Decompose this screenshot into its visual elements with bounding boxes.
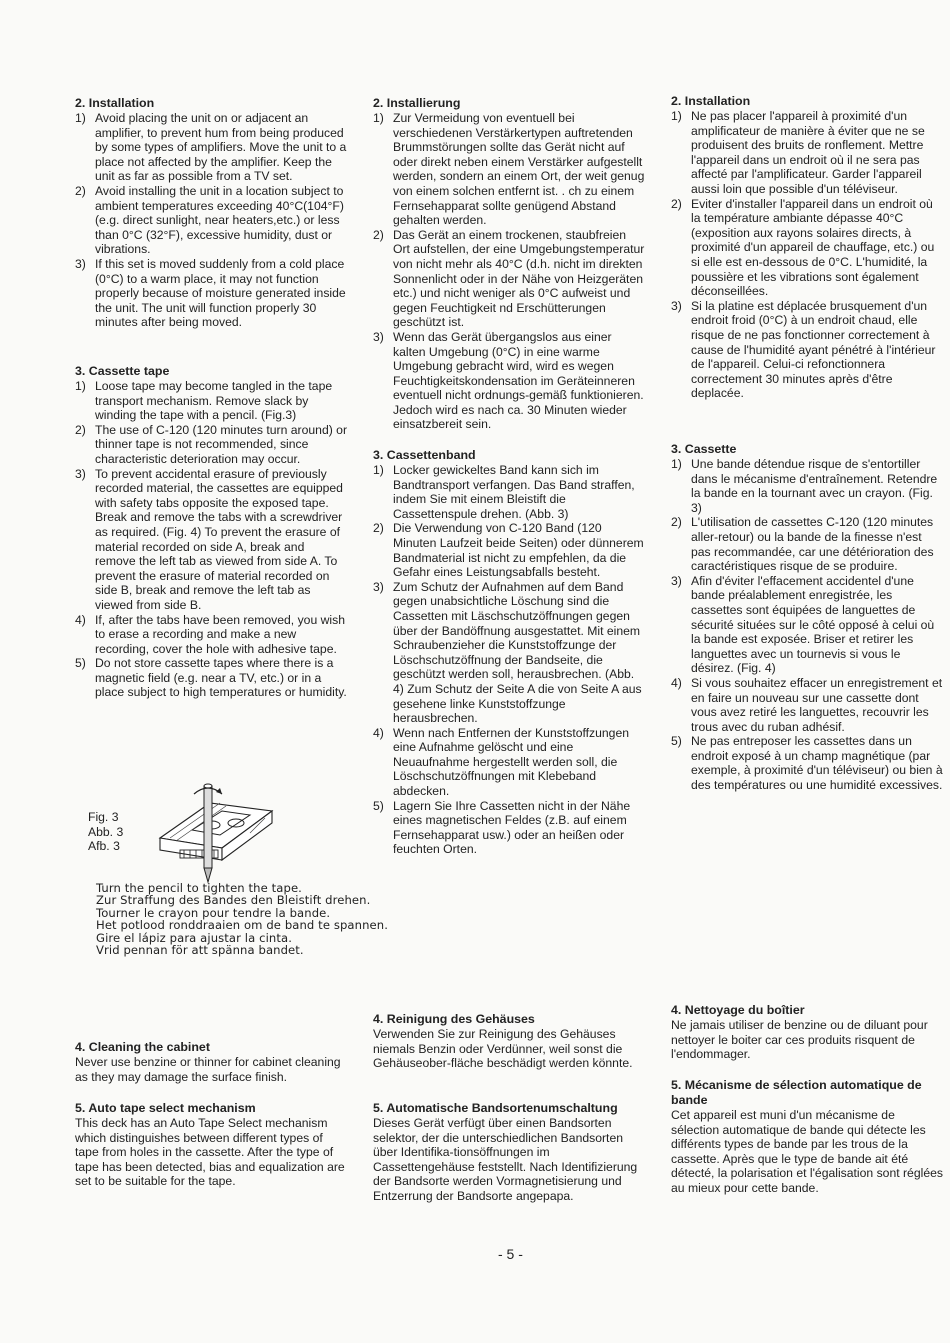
list-item: 3) Afin d'éviter l'effacement accidentel d'une bande préalablement enregistrée, les cassettes sont équipées de languettes de sécurité situées sur le côté opposé à celui où la bande est exposée. Briser et retirer les languettes avec un tournevis si vous le désirez. (Fig. 4) <box>671 573 935 676</box>
list-item: 2) Das Gerät an einem trockenen, staubfreien Ort aufstellen, der eine Umgebungstemperatur von nicht mehr als 40°C (d.h. nicht im direkten Sonnenlicht oder in der Nähe von Heizgeräten etc.) und nicht weniger als 0°C aufweist und gegen Feuchtigkeit nd Erschütterungen geschützt ist. <box>373 227 645 330</box>
en-cleaning-text: Never use benzine or thinner for cabinet cleaning as they may damage the surface finish. <box>75 1055 341 1084</box>
de-cleaning-text: Verwenden Sie zur Reinigung des Gehäuses niemals Benzin oder Verdünner, weil sonst die Gehäuseober-fläche beschädigt werden könnte. <box>373 1027 633 1071</box>
fr-auto-text: Cet appareil est muni d'un mécanisme de sélection automatique de bande qui détecte les différents types de bande par les trous de la cassette. Après que le type de bande ait été détecté, la polarisation et l'égalisation sont réglées au mieux pour cette bande. <box>671 1108 943 1195</box>
de-auto-section <box>373 1101 645 1204</box>
fr-cleaning-text: Ne jamais utiliser de benzine ou de diluant pour nettoyer le boiter car ces produits risquent de l'endommager. <box>671 1018 928 1062</box>
list-item: 1) Zur Vermeidung von eventuell bei verschiedenen Verstärkertypen auftretenden Brummstörungen sollte das Gerät nicht auf oder direkt neben einem Verstärker aufgestellt werden, sondern an einem Ort, der weit genug von einem solchen entfernt ist. . ch zu einem Fernsehapparat sollte genügend Abstand gehalten werden. <box>373 111 645 228</box>
fr-installation-list <box>671 109 944 401</box>
de-auto-text: Dieses Gerät verfügt über einen Bandsorten selektor, der die unterschiedlichen Bandsorten über Identifika-tionsöffnungen im Cassettengehäuse feststellt. Nach Identifizierung der Bandsorte werden Vormagnetisierung und Entzerrung der Bandsorte angepapa. <box>373 1116 638 1203</box>
list-item: 3) Zum Schutz der Aufnahmen auf dem Band gegen unabsichtliche Löschung sind die Cassetten mit Läschschutzöffnungen gegen über der Bandöffnung ausgestattet. Mit einem Schraubenzieher die Kunststoffzunge der Löschschutzöffnung der Bandseite, die geschützt werden soll, herausbrechen. (Abb. 4) Zum Schutz der Seite A die von Seite A aus gesehene linke Kunststoffzunge herausbrechen. <box>373 579 642 726</box>
page-number: - 5 - <box>498 1246 523 1262</box>
fr-cleaning-section <box>671 1003 944 1062</box>
fr-installation-heading: 2. Installation <box>671 94 751 108</box>
de-cassette-heading: 3. Cassettenband <box>373 448 476 462</box>
list-item: 1) Loose tape may become tangled in the tape transport mechanism. Remove slack by winding the tape with a pencil. (Fig.3) <box>75 379 333 423</box>
list-item: 2) L'utilisation de cassettes C-120 (120 minutes aller-retour) ou la bande de la finesse n'est pas recommandée, car une détérioration des caractéristiques risque de se produire. <box>671 515 934 574</box>
fr-auto-heading: 5. Mécanisme de sélection automatique de bande <box>671 1078 922 1107</box>
fr-cassette-list <box>671 457 944 793</box>
fr-cleaning-heading: 4. Nettoyage du boîtier <box>671 1003 805 1017</box>
en-auto-section <box>75 1101 347 1189</box>
list-item: 3) To prevent accidental erasure of previously recorded material, the cassettes are equipped with safety tabs opposite the exposed tape. Break and remove the tabs with a screwdriver as required. (Fig. 4) To prevent the erasure of material recorded on side A, break and remove the left tab as viewed from side A. To prevent the erasure of material recorded on side B, break and remove the left tab as viewed from side B. <box>75 466 343 612</box>
fr-cassette-section <box>671 442 944 793</box>
list-item: 4) Wenn nach Entfernen der Kunststoffzungen eine Aufnahme gelöscht und eine Neuaufnahme hergestellt werden soll, die Löschschutzöffnungen mit Klebeband abdecken. <box>373 725 630 799</box>
de-installation-list <box>373 111 645 432</box>
list-item: 5) Lagern Sie Ihre Cassetten nicht in der Nähe eines magnetischen Feldes (z.B. auf einem Fernsehapparat usw.) oder an heißen oder feuchten Orten. <box>373 798 631 857</box>
en-cassette-list <box>75 379 347 700</box>
de-cleaning-heading: 4. Reinigung des Gehäuses <box>373 1012 535 1026</box>
list-item: 1) Ne pas placer l'appareil à proximité d'un amplificateur de manière à éviter que ne se produisent des bruits de ronflement. Mettre l'appareil dans un endroit où il ne sera pas affecté par l'amplificateur. Garder l'appareil aussi loin que possible d'un téléviseur. <box>671 109 925 196</box>
list-item: 4) Si vous souhaitez effacer un enregistrement et en faire un nouveau sur une cassette dont vous avez retiré les languettes, recouvrir les trous avec du ruban adhésif. <box>671 675 943 734</box>
en-auto-text: This deck has an Auto Tape Select mechanism which distinguishes between different types of tape from holes in the cassette. After the type of tape has been detected, bias and equalization are set to be suitable for the tape. <box>75 1116 345 1189</box>
list-item: 2) The use of C-120 (120 minutes turn around) or thinner tape is not recommended, since characteristic deterioration may occur. <box>75 422 348 466</box>
de-auto-heading: 5. Automatische Bandsortenumschaltung <box>373 1101 618 1115</box>
en-auto-heading: 5. Auto tape select mechanism <box>75 1101 256 1115</box>
list-item: 1) Avoid placing the unit on or adjacent an amplifier, to prevent hum from being produced by some types of amplifiers. Move the unit to a place not affected by the amplifier. Keep the unit as far as possible from a TV set. <box>75 111 347 184</box>
fr-installation-section <box>671 94 944 401</box>
en-installation-section <box>75 96 347 330</box>
fr-cassette-heading: 3. Cassette <box>671 442 737 456</box>
figure-3-labels: Fig. 3 Abb. 3 Afb. 3 <box>88 810 124 854</box>
en-installation-list <box>75 111 347 330</box>
list-item: 5) Ne pas entreposer les cassettes dans un endroit exposé à un champ magnétique (par exemple, à proximité d'un téléviseur) ou bien à des températures ou une humidité excessives. <box>671 734 943 793</box>
de-installation-heading: 2. Installierung <box>373 96 461 110</box>
list-item: 1) Locker gewickeltes Band kann sich im Bandtransport verfangen. Das Band straffen, indem Sie mit einem Bleistift die Cassettenspule drehen. (Abb. 3) <box>373 463 635 521</box>
list-item: 2) Die Verwendung von C-120 Band (120 Minuten Laufzeit beide Seiten) oder dünnerem Bandmaterial ist nicht zu empfehlen, da die Gefahr eines Leistungsabfalls besteht. <box>373 521 644 580</box>
list-item: 3) If this set is moved suddenly from a cold place (0°C) to a warm place, it may not function properly because of moisture generated inside the unit. The unit will function properly 30 minutes after being moved. <box>75 256 346 330</box>
de-cassette-section <box>373 448 645 857</box>
list-item: 3) Si la platine est déplacée brusquement d'un endroit froid (0°C) à un endroit chaud, elle risque de ne pas fonctionner correctement à cause de l'humidité ayant pénétré à l'intérieur de l'appareil. Celui-ci refonctionnera correctement 30 minutes après d'être deplacée. <box>671 298 936 401</box>
list-item: 2) Avoid installing the unit in a location subject to ambient temperatures exceeding 40°C(104°F) (e.g. direct sunlight, near heaters,etc.) or less than 0°C (32°F), excessive humidity, dust or vibrations. <box>75 183 344 257</box>
de-installation-section <box>373 96 645 432</box>
en-cassette-section <box>75 364 347 700</box>
list-item: 5) Do not store cassette tapes where there is a magnetic field (e.g. near a TV, etc.) or in a place subject to high temperatures or humidity. <box>75 656 347 700</box>
en-cassette-heading: 3. Cassette tape <box>75 364 170 378</box>
de-cleaning-section <box>373 1012 645 1071</box>
list-item: 1) Une bande détendue risque de s'entortiller dans le mécanisme d'entraînement. Retendre la bande en la tournant avec un crayon. (Fig. 3) <box>671 457 938 515</box>
en-cleaning-section <box>75 1040 347 1084</box>
de-cassette-list <box>373 463 645 857</box>
en-installation-heading: 2. Installation <box>75 96 155 110</box>
list-item: 3) Wenn das Gerät übergangslos aus einer kalten Umgebung (0°C) in eine warme Umgebung gebracht wird, wird es wegen Feuchtigkeitskondensation im Geräteinneren eventuell nicht ordnungs-gemäß funktionieren. Jedoch wird es nach ca. 30 Minuten wieder einsatzbereit sein. <box>373 329 644 432</box>
cassette-pencil-illustration <box>150 778 280 888</box>
figure-3-caption: Turn the pencil to tighten the tape. Zur Straffung des Bandes den Bleistift drehen. Tourner le crayon pour tendre la bande. Het potlood ronddraaien om de band te spannen. Gire el lápiz para ajustar la cinta. Vrid pennan för att spänna bandet. <box>96 881 389 958</box>
list-item: 4) If, after the tabs have been removed, you wish to erase a recording and make a new recording, cover the hole with adhesive tape. <box>75 612 345 656</box>
list-item: 2) Eviter d'installer l'appareil dans un endroit où la température ambiante dépasse 40°C (exposition aux rayons solaires directs, à proximité d'un appareil de chauffage, etc.) ou si elle est en-dessous de 0°C. L'humidité, la poussière et les vibrations sont également déconseillées. <box>671 196 935 299</box>
en-cleaning-heading: 4. Cleaning the cabinet <box>75 1040 210 1054</box>
fr-auto-section <box>671 1078 944 1196</box>
